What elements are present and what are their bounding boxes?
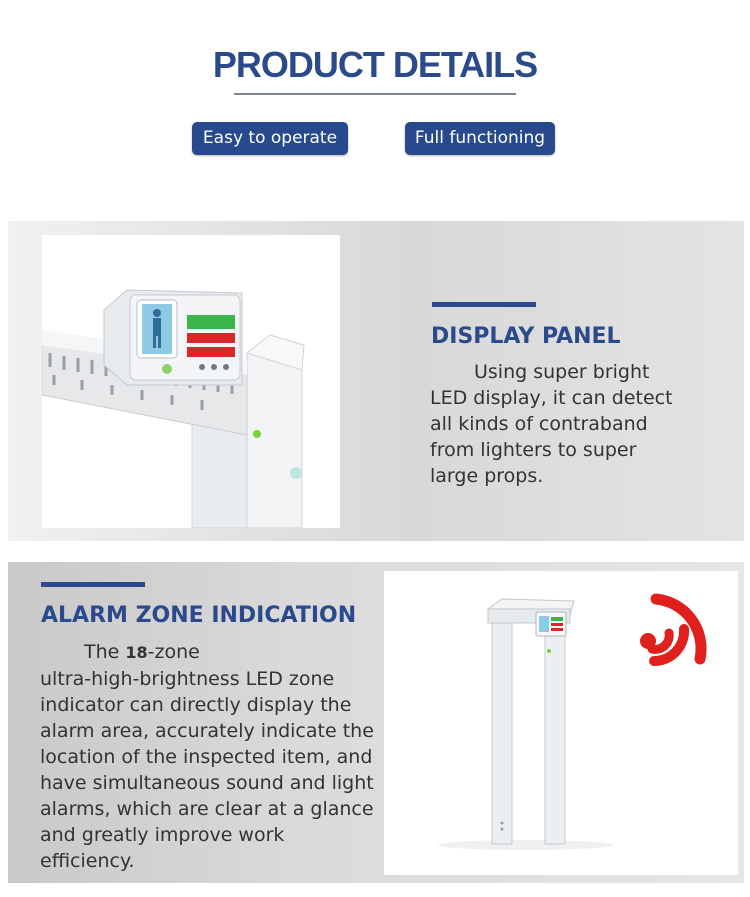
display-panel-line-5: large props.: [430, 465, 544, 487]
alarm-zone-intro-rest: -zone: [147, 641, 200, 663]
zone-count: 18: [125, 643, 148, 662]
alarm-zone-line-6: alarms, which are clear at a glance: [40, 798, 374, 820]
display-panel-line-3: all kinds of contraband: [430, 413, 648, 435]
display-panel-line-1: Using super bright: [474, 361, 650, 383]
alarm-zone-line-7: and greatly improve work: [40, 824, 285, 846]
display-panel-line-2: LED display, it can detect: [430, 387, 673, 409]
alarm-zone-line-3: alarm area, accurately indicate the: [40, 720, 374, 742]
alarm-zone-heading: ALARM ZONE INDICATION: [41, 603, 357, 628]
full-functioning-badge: Full functioning: [405, 122, 555, 155]
title-divider: [234, 93, 516, 95]
alarm-zone-line-2: indicator can directly display the: [40, 694, 352, 716]
alarm-zone-accent: [41, 582, 145, 587]
display-panel-photo: [42, 235, 340, 528]
page-title: PRODUCT DETAILS: [212, 44, 538, 85]
display-panel-accent: [432, 302, 536, 307]
easy-to-operate-badge: Easy to operate: [192, 122, 348, 155]
alarm-zone-line-4: location of the inspected item, and: [40, 746, 373, 768]
display-panel-line-4: from lighters to super: [430, 439, 637, 461]
alarm-zone-intro: The: [84, 641, 120, 663]
display-panel-heading: DISPLAY PANEL: [431, 324, 621, 349]
alarm-zone-line-8: efficiency.: [40, 850, 135, 872]
alarm-zone-description: [40, 639, 376, 874]
alarm-zone-line-5: have simultaneous sound and light: [40, 772, 374, 794]
display-panel-description: [430, 359, 680, 489]
alarm-zone-line-1: ultra-high-brightness LED zone: [40, 668, 335, 690]
metal-detector-photo: [384, 571, 738, 875]
